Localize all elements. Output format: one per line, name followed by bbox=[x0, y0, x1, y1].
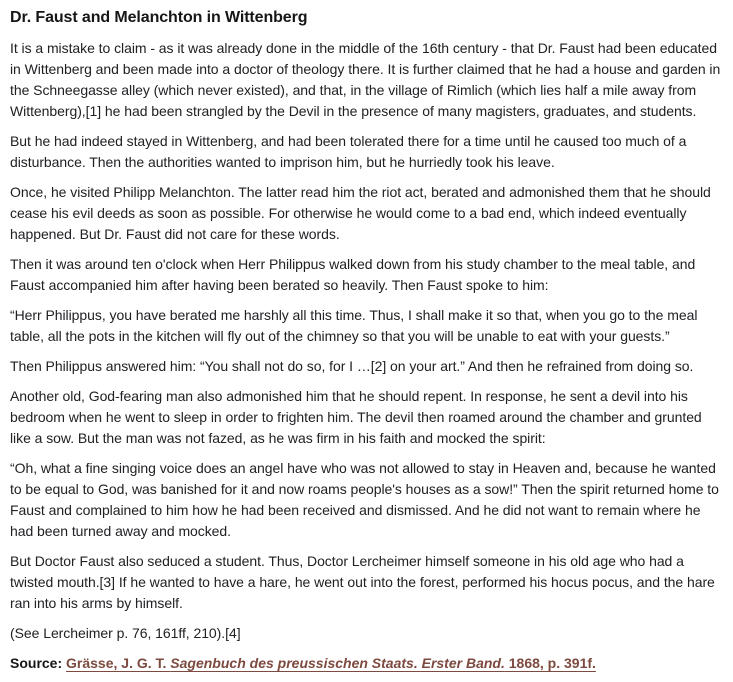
source-link[interactable] bbox=[66, 655, 596, 671]
paragraph-god-fearing-man: Another old, God-fearing man also admonished him that he should repent. In response, he sent a devil into his bedroom when he went to sleep in order to frighten him. The devil then roamed around the chamber and grunted like a sow. But the man was not fazed, as he was firm in his faith and mocked the spirit: bbox=[10, 388, 702, 446]
source-line bbox=[10, 653, 721, 674]
paragraph-lercheimer-reference: (See Lercheimer p. 76, 161ff, 210).[4] bbox=[10, 625, 241, 641]
source-label: Source: bbox=[10, 655, 63, 671]
paragraph-faust-quote: “Herr Philippus, you have berated me harshly all this time. Thus, I shall make it so that, when you go to the meal table, all the pots in the kitchen will fly out of the chimney so that you will be unable to eat with your guests.” bbox=[10, 307, 698, 344]
source-link-author: Grässe, J. G. T. bbox=[66, 655, 171, 671]
paragraph-visit-melanchton: Once, he visited Philipp Melanchton. The latter read him the riot act, berated and admonished them that he should cease his evil deeds as soon as possible. For otherwise he would come to a bad end, which indeed eventually happened. But Dr. Faust did not care for these words. bbox=[10, 184, 711, 242]
paragraph-seduced-student: But Doctor Faust also seduced a student. Thus, Doctor Lercheimer himself someone in his old age who had a twisted mouth.[3] If he wanted to have a hare, he went out into the forest, performed his hocus pocus, and the hare ran into his arms by himself. bbox=[10, 553, 715, 611]
paragraph-intro-claim: It is a mistake to claim - as it was already done in the middle of the 16th century - that Dr. Faust had been educated in Wittenberg and been made into a doctor of theology there. It is further claimed that he had a house and garden in the Schneegasse alley (which never existed), and that, in the village of Rimlich (which lies half a mile away from Wittenberg),[1] he had been strangled by the Devil in the presence of many magisters, graduates, and students. bbox=[10, 40, 721, 119]
paragraph-philippus-answer: Then Philippus answered him: “You shall not do so, for I …[2] on your art.” And then he refrained from doing so. bbox=[10, 358, 694, 374]
paragraph-angel-quote: “Oh, what a fine singing voice does an angel have who was not allowed to stay in Heaven and, because he wanted to be equal to God, was banished for it and now roams people's houses as a sow!” Then the spirit returned home to Faust and complained to him how he had been received and dismissed. And he did not want to remain where he had been turned away and mocked. bbox=[10, 460, 719, 539]
page-title: Dr. Faust and Melanchton in Wittenberg bbox=[10, 9, 308, 26]
source-link-year-page: 1868, p. 391f. bbox=[504, 655, 596, 671]
paragraph-ten-oclock: Then it was around ten o'clock when Herr Philippus walked down from his study chamber to the meal table, and Faust accompanied him after having been berated so heavily. Then Faust spoke to him: bbox=[10, 256, 696, 293]
source-link-book-title: Sagenbuch des preussischen Staats. Erster Band. bbox=[170, 655, 505, 671]
paragraph-stayed-wittenberg: But he had indeed stayed in Wittenberg, and had been tolerated there for a time until he caused too much of a disturbance. Then the authorities wanted to imprison him, but he hurriedly took his leave. bbox=[10, 133, 687, 170]
